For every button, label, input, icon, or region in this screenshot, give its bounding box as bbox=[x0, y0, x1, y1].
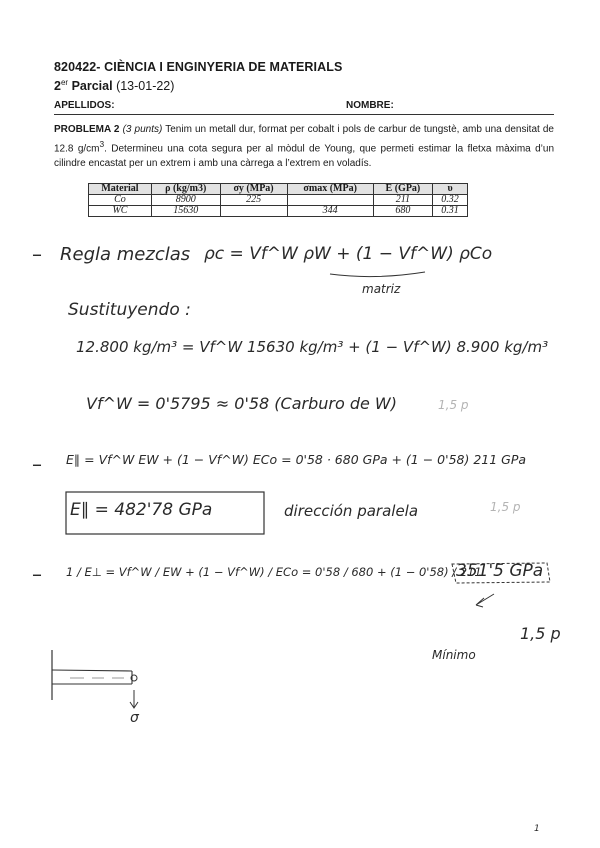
bullet-dash: – bbox=[32, 562, 42, 586]
perpendicular-modulus-result: 351'5 GPa bbox=[456, 561, 544, 581]
problem-title: PROBLEMA 2 bbox=[54, 124, 120, 135]
table-cell: 15630 bbox=[151, 206, 220, 217]
course-title: 820422- CIÈNCIA I ENGINYERIA DE MATERIALS bbox=[54, 60, 343, 74]
problem-text-a: Tenim un metall dur, format per cobalt i pols de carbur de tungstè, amb una densitat de 12.8 g/cm bbox=[54, 124, 554, 155]
result-box bbox=[66, 492, 264, 534]
table-cell: 680 bbox=[373, 206, 432, 217]
grade-perpendicular: 1,5 p bbox=[520, 624, 561, 643]
problem-text-b: . Determineu una cota segura per al mòdul de Young, que permeti estimar la fletxa màxima d’un cilindre encastat per un extrem i amb una càrrega a l’extrem en voladís. bbox=[54, 143, 554, 170]
table-header-cell: σmax (MPa) bbox=[287, 184, 373, 195]
parallel-direction-note: dirección paralela bbox=[284, 502, 419, 520]
table-cell: Co bbox=[89, 195, 152, 206]
parallel-modulus-result: E∥ = 482'78 GPa bbox=[70, 500, 213, 520]
volume-fraction-result: Vf^W = 0'5795 ≈ 0'58 (Carburo de W) bbox=[86, 394, 397, 413]
table-header-cell: σy (MPa) bbox=[220, 184, 287, 195]
exam-number: 2 bbox=[54, 79, 61, 94]
rule-label: Regla mezclas bbox=[60, 244, 191, 265]
grade-parallel: 1,5 p bbox=[490, 500, 521, 514]
table-header-cell: E (GPa) bbox=[373, 184, 432, 195]
table-header-cell: υ bbox=[433, 184, 468, 195]
table-cell: 8900 bbox=[151, 195, 220, 206]
apellidos-label: APELLIDOS: bbox=[54, 100, 115, 111]
perpendicular-result-box bbox=[452, 563, 550, 583]
problem-points: (3 punts) bbox=[122, 124, 163, 135]
table-cell: WC bbox=[89, 206, 152, 217]
load-arrow-icon bbox=[130, 690, 138, 708]
table-cell: 344 bbox=[287, 206, 373, 217]
table-cell: 0.31 bbox=[433, 206, 468, 217]
exam-ordinal: er bbox=[60, 78, 69, 87]
matrix-brace bbox=[330, 272, 425, 277]
arrow-icon bbox=[476, 594, 494, 607]
table-cell: 211 bbox=[373, 195, 432, 206]
perpendicular-modulus-equation: 1 / E⊥ = Vf^W / EW + (1 − Vf^W) / ECo = 0'58 / 680 + (1 − 0'58) / 211 bbox=[66, 565, 482, 579]
grade-vf: 1,5 p bbox=[438, 398, 469, 412]
exam-word: Parcial bbox=[71, 79, 113, 94]
table-cell: 0.32 bbox=[433, 195, 468, 206]
exam-date: (13-01-22) bbox=[116, 79, 175, 94]
table-cell: 225 bbox=[220, 195, 287, 206]
nombre-label: NOMBRE: bbox=[346, 100, 394, 111]
matrix-label: matriz bbox=[362, 282, 401, 296]
parallel-modulus-equation: E∥ = Vf^W EW + (1 − Vf^W) ECo = 0'58 · 680 GPa + (1 − 0'58) 211 GPa bbox=[66, 452, 527, 467]
minimum-label: Mínimo bbox=[432, 648, 476, 662]
bullet-dash: – bbox=[32, 242, 42, 266]
bullet-dash: – bbox=[32, 452, 42, 476]
problem-text-sup: 3 bbox=[99, 139, 105, 149]
page-number: 1 bbox=[534, 824, 540, 834]
substitution-equation: 12.800 kg/m³ = Vf^W 15630 kg/m³ + (1 − Vf^W) 8.900 kg/m³ bbox=[76, 338, 549, 356]
cantilever-beam bbox=[52, 670, 132, 684]
rule-equation: ρc = Vf^W ρW + (1 − Vf^W) ρCo bbox=[204, 244, 493, 264]
table-header-cell: ρ (kg/m3) bbox=[151, 184, 220, 195]
force-label: σ bbox=[130, 710, 139, 726]
table-header-cell: Material bbox=[89, 184, 152, 195]
substitution-label: Sustituyendo : bbox=[68, 300, 191, 320]
